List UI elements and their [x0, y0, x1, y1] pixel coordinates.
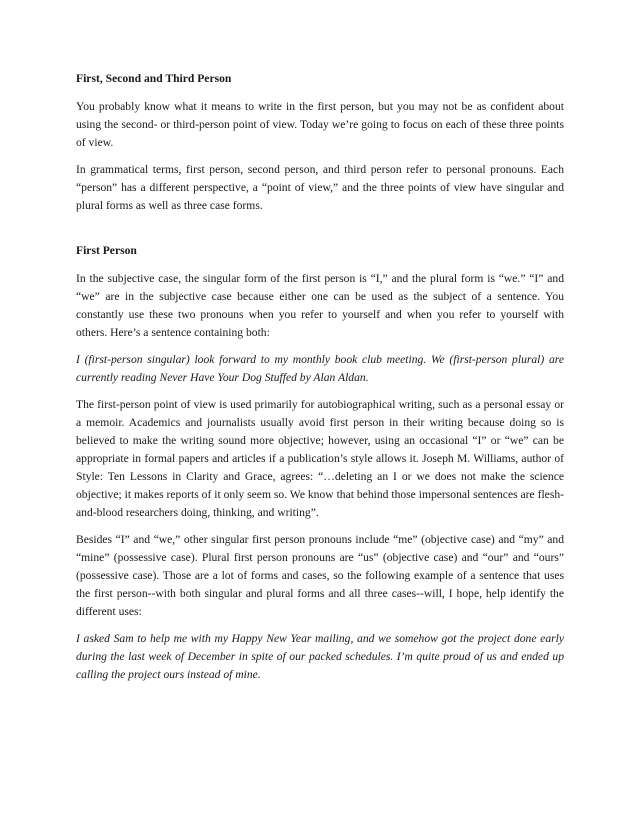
paragraph: Besides “I” and “we,” other singular first person pronouns include “me” (objective case) and “my” and “mine” (possessive case). Plural first person pronouns are “us” (objective case) and “our” and “ours” (possessive case). Those are a lot of forms and cases, so the following example of a sentence that uses the first person--with both singular and plural forms and all three cases--will, I hope, help identify the different uses:: [76, 533, 564, 618]
intro-section: [76, 70, 564, 215]
first-person-section: [76, 242, 564, 684]
paragraph: In the subjective case, the singular form of the first person is “I,” and the plural form is “we.” “I” and “we” are in the subjective case because either one can be used as the subject of a sentence. You constantly use these two pronouns when you refer to yourself and when you refer to yourself with others. Here’s a sentence containing both:: [76, 272, 564, 339]
example-sentence: I asked Sam to help me with my Happy New Year mailing, and we somehow got the project done early during the last week of December in spite of our packed schedules. I’m quite proud of us and ended up calling the project ours instead of mine.: [76, 632, 564, 681]
paragraph: The first-person point of view is used primarily for autobiographical writing, such as a personal essay or a memoir. Academics and journalists usually avoid first person in their writing because doing so is believed to make the writing sound more objective; however, using an occasional “I” or “we” can be appropriate in formal papers and articles if a publication’s style allows it. Joseph M. Williams, author of Style: Ten Lessons in Clarity and Grace, agrees: “…deleting an I or we does not make the science objective; it makes reports of it only seem so. We know that behind those impersonal sentences are flesh-and-blood researchers doing, thinking, and writing”.: [76, 398, 564, 519]
section-spacer: [76, 224, 564, 242]
example-sentence: I (first-person singular) look forward to my monthly book club meeting. We (first-person plural) are currently reading Never Have Your Dog Stuffed by Alan Aldan.: [76, 353, 564, 384]
paragraph: You probably know what it means to write in the first person, but you may not be as confident about using the second- or third-person point of view. Today we’re going to focus on each of these three points of view.: [76, 100, 564, 149]
section-heading: First, Second and Third Person: [76, 72, 232, 85]
document-page: [76, 70, 564, 693]
paragraph: In grammatical terms, first person, second person, and third person refer to personal pronouns. Each “person” has a different perspective, a “point of view,” and the three points of view have singular and plural forms as well as three case forms.: [76, 163, 564, 212]
section-heading: First Person: [76, 244, 137, 257]
